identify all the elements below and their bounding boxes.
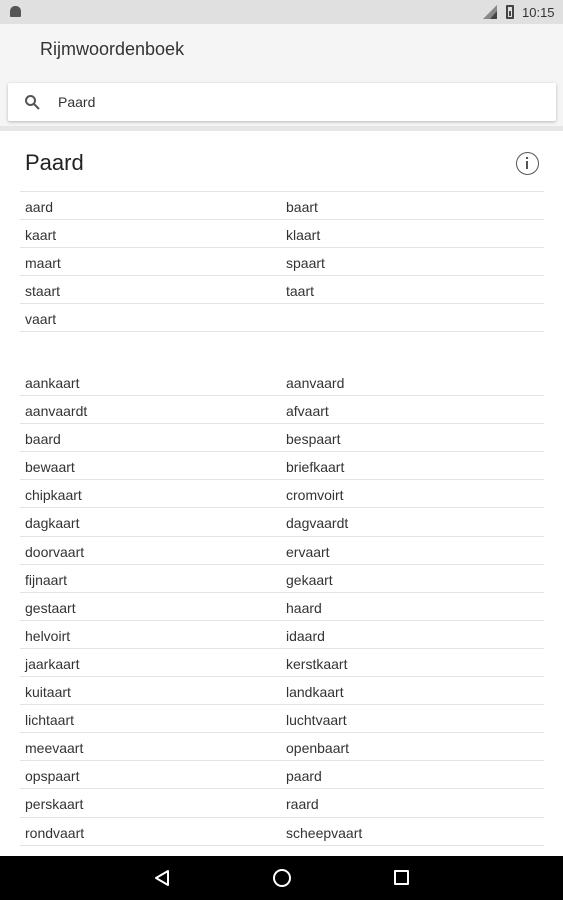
table-row: [20, 621, 544, 649]
home-icon[interactable]: [273, 869, 291, 887]
app-bar: [0, 24, 563, 82]
battery-icon: [506, 5, 514, 19]
rhyme-word[interactable]: openbaart: [286, 740, 350, 757]
rhyme-word[interactable]: bewaart: [25, 459, 75, 476]
rhyme-word[interactable]: spaart: [286, 255, 325, 272]
rhyme-word[interactable]: paard: [286, 768, 322, 785]
rhyme-word[interactable]: kuitaart: [25, 684, 71, 701]
perfect-rhymes-table: [20, 191, 544, 332]
recents-icon[interactable]: [394, 870, 409, 885]
rhyme-word[interactable]: rondvaart: [25, 824, 85, 841]
rhyme-word[interactable]: kaart: [25, 227, 57, 244]
rhyme-word[interactable]: gekaart: [286, 571, 333, 588]
rhyme-word[interactable]: lichtaart: [25, 712, 75, 729]
result-word-title: Paard: [25, 150, 84, 175]
table-row: [20, 192, 544, 220]
rhyme-word[interactable]: bespaart: [286, 431, 341, 448]
info-icon[interactable]: [516, 152, 539, 175]
rhyme-word[interactable]: opspaart: [25, 768, 80, 785]
table-row: [20, 789, 544, 817]
rhyme-word[interactable]: cromvoirt: [286, 487, 344, 504]
rhyme-word[interactable]: scheepvaart: [286, 824, 363, 841]
results-card: [0, 131, 563, 856]
rhyme-word[interactable]: dagvaardt: [286, 515, 349, 532]
search-box[interactable]: [8, 83, 556, 121]
rhyme-word[interactable]: aanvaardt: [25, 403, 88, 420]
rhyme-word[interactable]: meevaart: [25, 740, 84, 757]
app-title: Rijmwoordenboek: [40, 39, 185, 59]
rhyme-word[interactable]: ervaart: [286, 543, 330, 560]
table-row: [20, 220, 544, 248]
other-rhymes-table: [20, 368, 544, 846]
rhyme-word[interactable]: taart: [286, 283, 315, 300]
rhyme-word[interactable]: gestaart: [25, 599, 76, 616]
rhyme-word[interactable]: landkaart: [286, 684, 344, 701]
search-input[interactable]: [58, 83, 538, 121]
table-row: [20, 368, 544, 396]
table-row: [20, 733, 544, 761]
rhyme-word[interactable]: briefkaart: [286, 459, 345, 476]
table-row: [20, 276, 544, 304]
rhyme-word[interactable]: haard: [286, 599, 322, 616]
status-clock: 10:15: [522, 5, 555, 20]
rhyme-word[interactable]: aankaart: [25, 375, 80, 391]
table-row: [20, 705, 544, 733]
rhyme-word[interactable]: baard: [25, 431, 61, 448]
rhyme-word[interactable]: kerstkaart: [286, 655, 348, 672]
rhyme-word[interactable]: doorvaart: [25, 543, 85, 560]
table-row: [20, 424, 544, 452]
rhyme-word[interactable]: idaard: [286, 627, 325, 644]
signal-icon: [481, 5, 497, 19]
rhyme-word[interactable]: vaart: [25, 311, 57, 328]
table-row: [20, 396, 544, 424]
search-icon[interactable]: [24, 94, 40, 110]
table-row: [20, 818, 544, 846]
table-row: [20, 248, 544, 276]
rhyme-word[interactable]: luchtvaart: [286, 712, 347, 729]
rhyme-word[interactable]: chipkaart: [25, 487, 82, 504]
rhyme-word[interactable]: maart: [25, 255, 61, 272]
table-row: [20, 452, 544, 480]
navigation-bar: [0, 856, 563, 900]
table-row: [20, 649, 544, 677]
status-bar: [0, 0, 563, 24]
rhyme-word[interactable]: fijnaart: [25, 571, 68, 588]
rhyme-word[interactable]: klaart: [286, 227, 321, 244]
rhyme-word[interactable]: aard: [25, 199, 54, 215]
rhyme-word[interactable]: raard: [286, 796, 319, 813]
android-notification-icon: [10, 6, 21, 17]
rhyme-word[interactable]: perskaart: [25, 796, 84, 813]
table-row: [20, 565, 544, 593]
rhyme-word[interactable]: jaarkaart: [25, 655, 80, 672]
rhyme-word[interactable]: helvoirt: [25, 627, 71, 644]
table-row: [20, 761, 544, 789]
rhyme-word[interactable]: baart: [286, 199, 318, 215]
rhyme-word[interactable]: dagkaart: [25, 515, 80, 532]
back-icon[interactable]: [154, 869, 170, 887]
table-row: [20, 508, 544, 536]
rhyme-word[interactable]: afvaart: [286, 403, 329, 420]
table-row: [20, 677, 544, 705]
table-row: [20, 480, 544, 508]
table-row: [20, 304, 544, 332]
table-row: [20, 593, 544, 621]
rhyme-word[interactable]: aanvaard: [286, 375, 345, 391]
rhyme-word[interactable]: staart: [25, 283, 61, 300]
table-row: [20, 537, 544, 565]
